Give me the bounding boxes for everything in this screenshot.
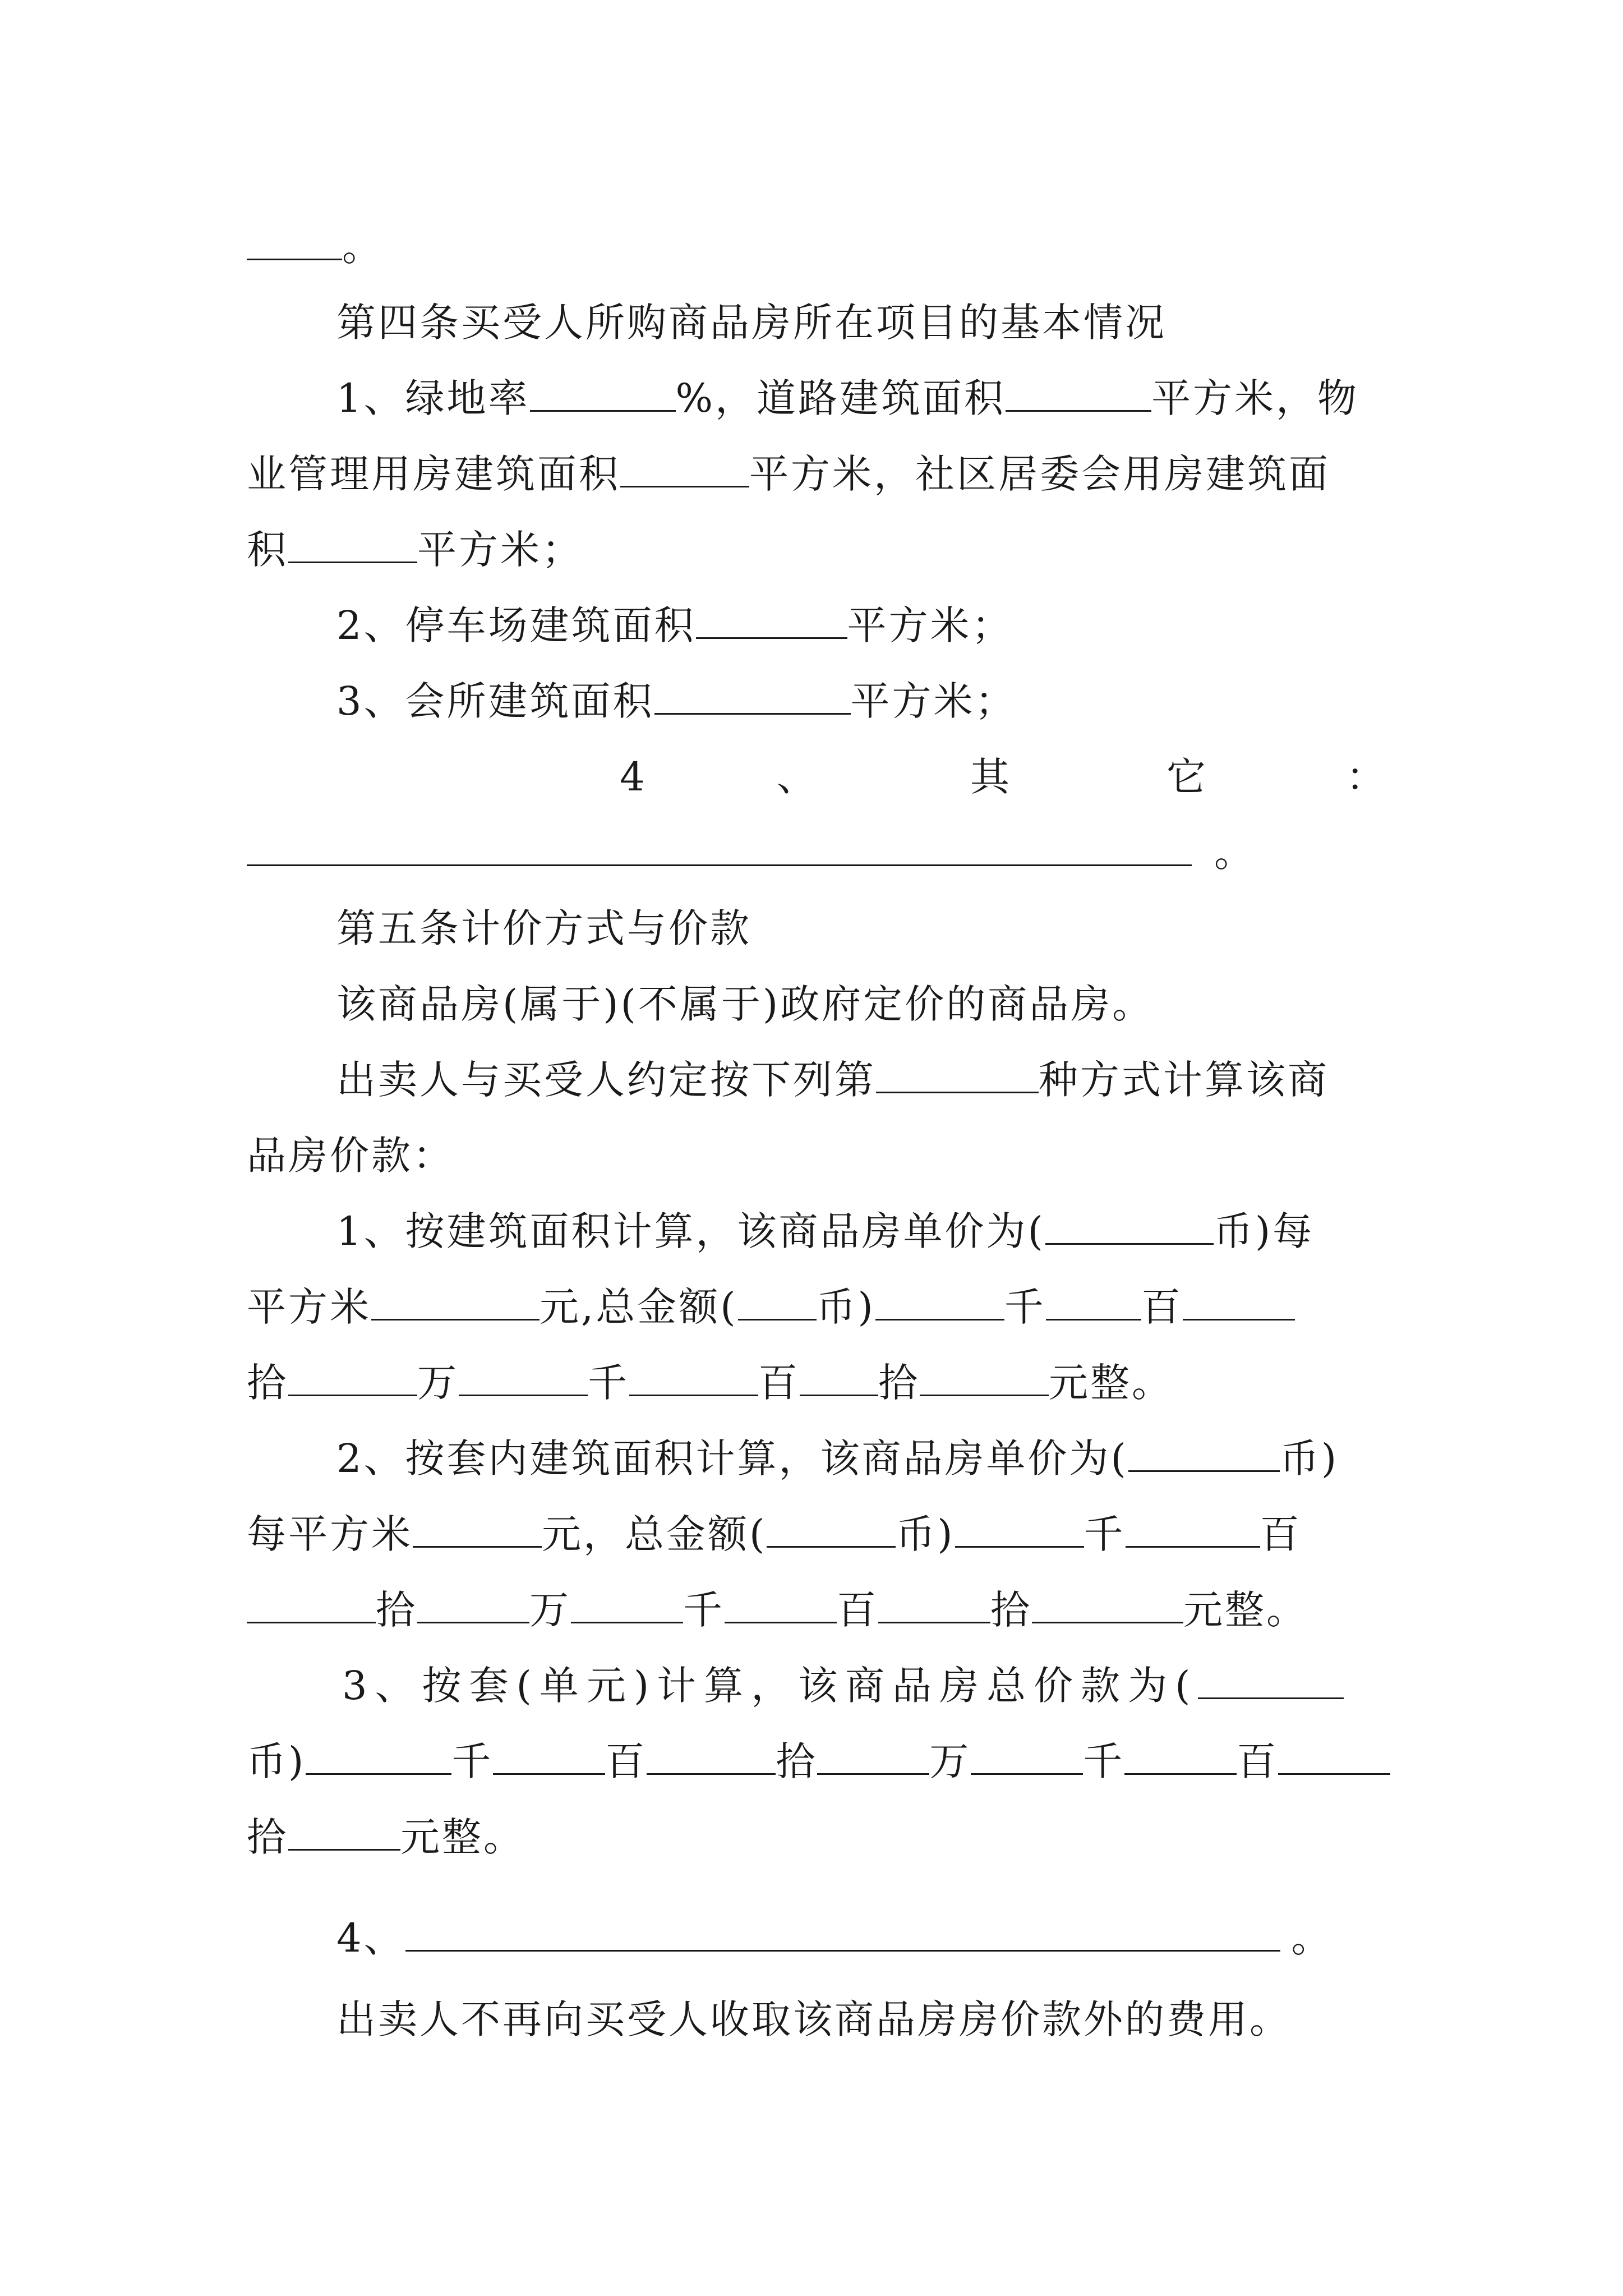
line-method-1 — [336, 1203, 1391, 1259]
blank-field — [875, 1285, 1004, 1320]
blank-field — [493, 1740, 605, 1775]
text-seg: 平方米； — [847, 602, 1013, 648]
blank-field — [817, 1740, 929, 1775]
blank-field — [1128, 1437, 1280, 1472]
text-seg: 拾 — [376, 1587, 417, 1633]
line-method — [336, 1052, 1391, 1108]
text-seg: 3、按套(单元)计算，该商品房总价款为( — [342, 1663, 1198, 1709]
article-5-heading — [336, 900, 1391, 956]
line-method-2-amount — [247, 1582, 1391, 1638]
blank-field — [247, 225, 342, 260]
blank-field — [1045, 1209, 1214, 1245]
text-seg: 元整。 — [400, 1814, 525, 1860]
line-method-2-total — [247, 1506, 1391, 1562]
blank-field — [1032, 1588, 1183, 1623]
line-clubhouse — [336, 673, 1391, 729]
blank-field — [629, 1361, 758, 1396]
text-seg: 它 — [1166, 754, 1208, 800]
line-parking — [336, 597, 1391, 654]
blank-field — [725, 1588, 837, 1623]
line-other-blank — [247, 825, 1391, 881]
blank-field — [1006, 376, 1151, 412]
blank-field — [696, 604, 847, 639]
line-property-mgmt — [247, 446, 1391, 502]
text-seg: 平方米，社区居委会用房建筑面 — [749, 451, 1330, 497]
text-seg: 2、按套内建筑面积计算，该商品房单价为( — [336, 1435, 1128, 1481]
text-seg: 百 — [1260, 1511, 1302, 1557]
blank-field — [405, 1916, 1280, 1952]
line-method-4 — [336, 1910, 1391, 1966]
blank-field — [530, 376, 676, 412]
text-seg: %，道路建筑面积 — [675, 375, 1006, 421]
text-seg: 币) — [896, 1511, 955, 1557]
line-continuation — [247, 219, 1391, 275]
heading-text: 第四条买受人所购商品房所在项目的基本情况 — [336, 300, 1166, 346]
blank-field — [878, 1588, 990, 1623]
text-seg: 积 — [247, 527, 288, 573]
text-seg: 币) — [247, 1738, 306, 1784]
blank-field — [767, 1512, 896, 1548]
text-seg: 拾 — [247, 1814, 288, 1860]
blank-field — [1124, 1740, 1237, 1775]
text-seg: 百 — [758, 1360, 800, 1406]
text-seg: 1、绿地率 — [336, 375, 530, 421]
text-seg: 该商品房(属于)(不属于)政府定价的商品房。 — [336, 981, 1154, 1027]
text-seg: 出卖人与买受人约定按下列第 — [336, 1057, 876, 1103]
blank-field — [955, 1512, 1084, 1548]
text-seg: 百 — [605, 1738, 647, 1784]
text-seg: 千 — [1004, 1284, 1046, 1330]
blank-field — [1278, 1740, 1390, 1775]
blank-field — [413, 1512, 542, 1548]
text-seg: 2、停车场建筑面积 — [336, 602, 696, 648]
line-price — [247, 1128, 1391, 1184]
text-seg: 元整。 — [1049, 1360, 1173, 1406]
blank-field — [800, 1361, 878, 1396]
text-seg: 币) — [816, 1284, 875, 1330]
line-text: 。 — [342, 224, 384, 270]
text-seg: 千 — [1083, 1511, 1126, 1557]
blank-field — [247, 1588, 376, 1623]
line-green-rate — [336, 370, 1391, 426]
blank-field — [620, 452, 749, 487]
text-seg: 万 — [929, 1738, 971, 1784]
blank-field — [971, 1740, 1083, 1775]
blank-field — [417, 1588, 529, 1623]
text-seg: 平方米，物 — [1151, 375, 1359, 421]
line-method-3-amount — [247, 1809, 1391, 1865]
text-seg: 平方米； — [850, 678, 1017, 724]
line-area — [247, 522, 1391, 578]
heading-text: 第五条计价方式与价款 — [336, 905, 751, 951]
text-seg: 拾 — [776, 1738, 818, 1784]
line-method-1-total — [247, 1279, 1391, 1335]
text-seg: 万 — [417, 1360, 459, 1406]
text-seg: 。 — [1214, 830, 1256, 876]
blank-field — [571, 1588, 683, 1623]
blank-field — [288, 528, 417, 563]
blank-field — [371, 1285, 540, 1320]
blank-field — [459, 1361, 588, 1396]
article-4-heading — [336, 295, 1391, 351]
text-seg: 3、会所建筑面积 — [336, 678, 654, 724]
text-seg: 种方式计算该商 — [1039, 1057, 1329, 1103]
text-seg: 品房价款： — [247, 1133, 454, 1179]
text-seg: 千 — [1083, 1738, 1125, 1784]
blank-field — [920, 1361, 1049, 1396]
text-seg: 、 — [777, 754, 818, 800]
text-seg: 。 — [1291, 1915, 1333, 1961]
text-seg: 百 — [837, 1587, 878, 1633]
text-seg: 千 — [683, 1587, 725, 1633]
blank-field — [1126, 1512, 1260, 1548]
text-seg: 元整。 — [1183, 1587, 1308, 1633]
text-seg: 千 — [588, 1360, 629, 1406]
text-seg: 4 — [620, 754, 647, 800]
text-seg: 平方米； — [417, 527, 583, 573]
text-seg: 万 — [529, 1587, 571, 1633]
line-no-extra-fees — [336, 1991, 1391, 2047]
text-seg: 拾 — [247, 1360, 288, 1406]
text-seg: 币) — [1279, 1435, 1339, 1481]
blank-field — [647, 1740, 776, 1775]
blank-field — [738, 1285, 817, 1320]
line-method-3 — [342, 1658, 1396, 1714]
text-seg: 平方米 — [247, 1284, 371, 1330]
line-pricing-type — [336, 976, 1391, 1032]
text-seg: 元,总金额( — [540, 1284, 738, 1330]
text-seg: 其 — [970, 754, 1012, 800]
line-method-2 — [336, 1430, 1391, 1487]
blank-field — [288, 1361, 417, 1396]
text-seg: 拾 — [878, 1360, 920, 1406]
text-seg: 业管理用房建筑面积 — [247, 451, 620, 497]
text-seg: 百 — [1141, 1284, 1183, 1330]
text-seg: ： — [1346, 754, 1387, 800]
blank-field — [1198, 1664, 1344, 1699]
blank-field — [1183, 1285, 1295, 1320]
text-seg: 拾 — [990, 1587, 1032, 1633]
blank-field — [654, 679, 851, 715]
text-seg: 每平方米 — [247, 1511, 413, 1557]
text-seg: 出卖人不再向买受人收取该商品房房价款外的费用。 — [336, 1996, 1291, 2042]
line-method-3-total — [247, 1733, 1391, 1789]
blank-field — [1046, 1285, 1141, 1320]
line-method-1-amount — [247, 1355, 1391, 1411]
text-seg: 百 — [1237, 1738, 1279, 1784]
text-seg: 币)每 — [1213, 1208, 1315, 1254]
blank-field — [306, 1740, 451, 1775]
text-seg: 千 — [451, 1738, 494, 1784]
blank-field — [288, 1815, 400, 1851]
text-seg: 1、按建筑面积计算，该商品房单价为( — [336, 1208, 1045, 1254]
text-seg: 元，总金额( — [542, 1511, 767, 1557]
blank-field — [247, 831, 1192, 866]
blank-field — [876, 1058, 1039, 1093]
text-seg: 4、 — [336, 1915, 405, 1961]
